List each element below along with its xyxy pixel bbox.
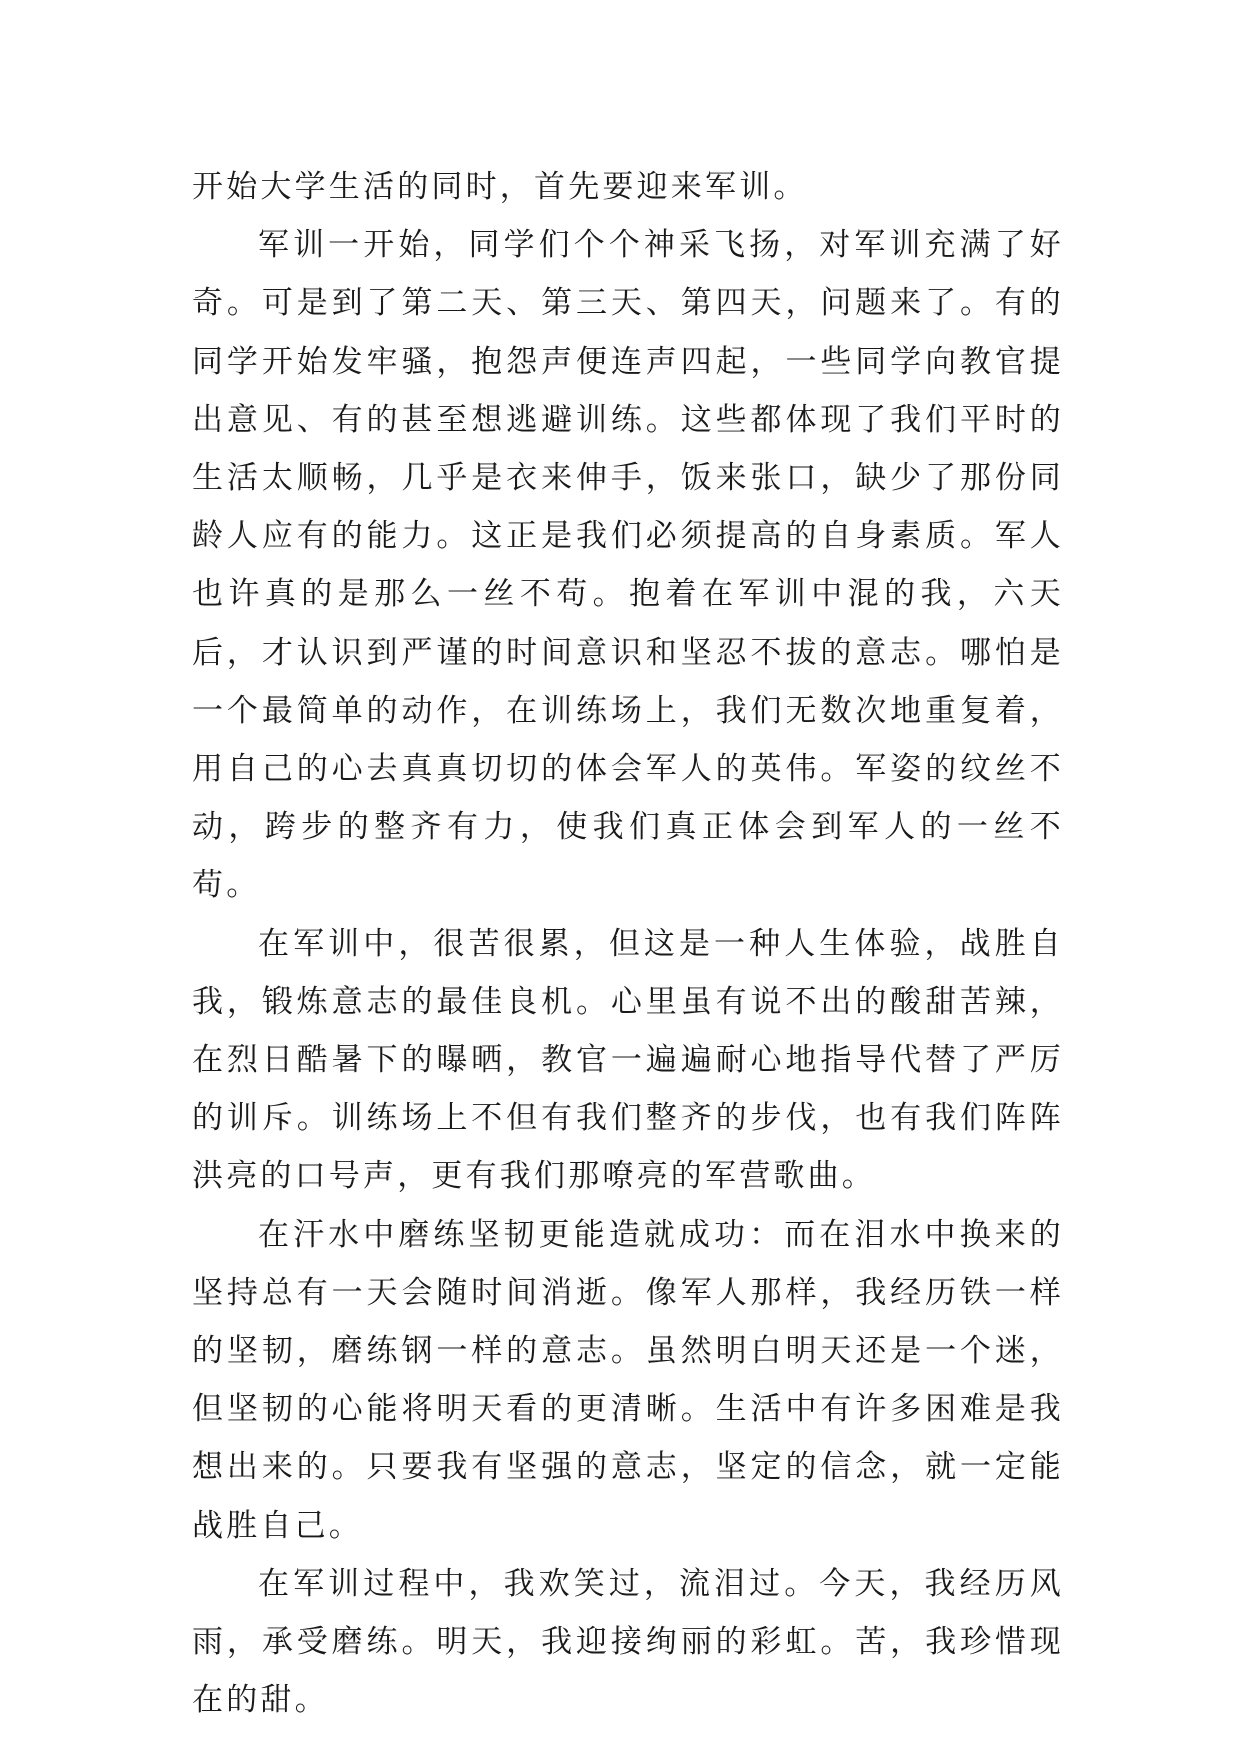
paragraph-4: 在汗水中磨练坚韧更能造就成功：而在泪水中换来的坚持总有一天会随时间消逝。像军人那样，我经历铁一样的坚韧，磨练钢一样的意志。虽然明白明天还是一个迷，但坚韧的心能将明天看的更清晰。生活中有许多困难是我想出来的。只要我有坚强的意志，坚定的信念，就一定能战胜自己。 <box>192 1216 1064 1544</box>
paragraph-1: 开始大学生活的同时，首先要迎来军训。 <box>192 169 808 205</box>
paragraph-5: 在军训过程中，我欢笑过，流泪过。今天，我经历风雨，承受磨练。明天，我迎接绚丽的彩虹。苦，我珍惜现在的甜。 <box>192 1565 1064 1719</box>
paragraph-3: 在军训中，很苦很累，但这是一种人生体验，战胜自我，锻炼意志的最佳良机。心里虽有说不出的酸甜苦辣，在烈日酷暑下的曝晒，教官一遍遍耐心地指导代替了严厉的训斥。训练场上不但有我们整齐的步伐，也有我们阵阵洪亮的口号声，更有我们那嘹亮的军营歌曲。 <box>192 925 1064 1195</box>
document-body <box>192 158 1064 1729</box>
paragraph-2: 军训一开始，同学们个个神采飞扬，对军训充满了好奇。可是到了第二天、第三天、第四天，问题来了。有的同学开始发牢骚，抱怨声便连声四起，一些同学向教官提出意见、有的甚至想逃避训练。这些都体现了我们平时的生活太顺畅，几乎是衣来伸手，饭来张口，缺少了那份同龄人应有的能力。这正是我们必须提高的自身素质。军人也许真的是那么一丝不苟。抱着在军训中混的我，六天后，才认识到严谨的时间意识和坚忍不拔的意志。哪怕是一个最简单的动作，在训练场上，我们无数次地重复着，用自己的心去真真切切的体会军人的英伟。军姿的纹丝不动，跨步的整齐有力，使我们真正体会到军人的一丝不苟。 <box>192 227 1064 904</box>
